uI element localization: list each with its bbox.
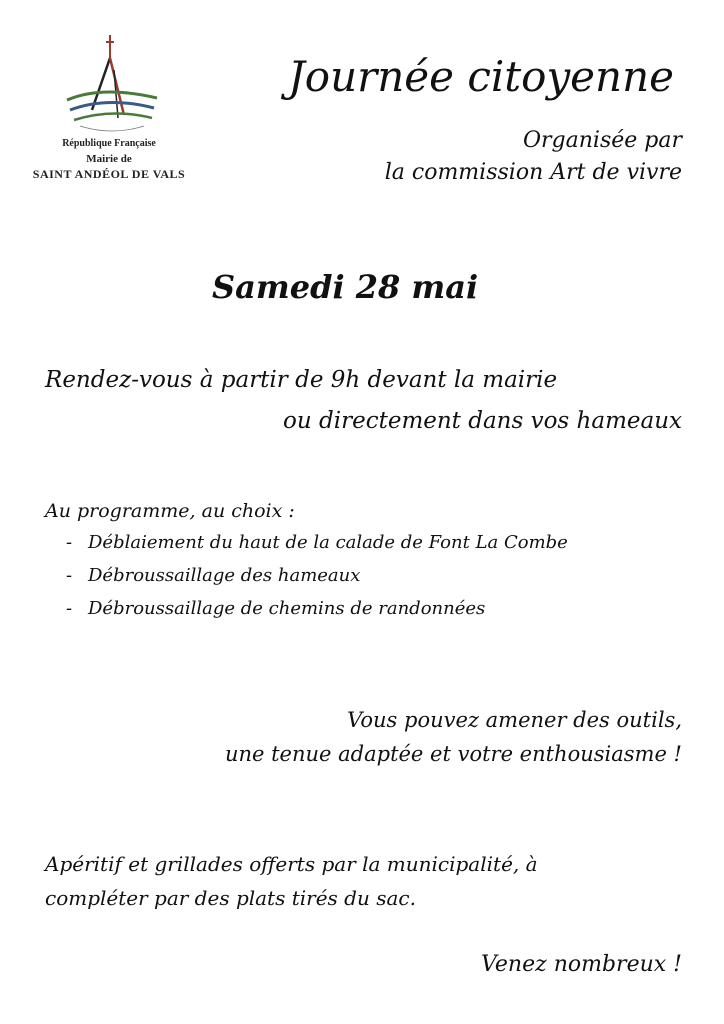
municipality-logo xyxy=(20,30,198,180)
programme-item-1: Déblaiement du haut de la calade de Font La Combe xyxy=(88,532,568,553)
list-item: - Débroussaillage des hameaux xyxy=(66,565,361,586)
tools-line-1: Vous pouvez amener des outils, xyxy=(347,708,682,732)
bell-tower-emblem-icon xyxy=(62,30,162,140)
commission-text: la commission Art de vivre xyxy=(384,160,682,185)
programme-item-3: Débroussaillage de chemins de randonnées xyxy=(88,598,486,619)
meeting-line-2: ou directement dans vos hameaux xyxy=(283,408,682,434)
list-item: - Déblaiement du haut de la calade de Font La Combe xyxy=(66,532,568,553)
logo-commune-text: SAINT ANDÉOL DE VALS xyxy=(32,167,186,181)
programme-title: Au programme, au choix : xyxy=(45,500,295,522)
meeting-line-1: Rendez-vous à partir de 9h devant la mairie xyxy=(45,367,558,393)
aperitif-line-1: Apéritif et grillades offerts par la municipalité, à xyxy=(45,852,538,876)
logo-republique-text: République Française xyxy=(62,138,156,149)
page-title: Journée citoyenne xyxy=(287,52,674,101)
logo-mairie-text: Mairie de xyxy=(86,153,132,165)
tools-line-2: une tenue adaptée et votre enthousiasme ! xyxy=(224,742,682,766)
closing-text: Venez nombreux ! xyxy=(481,952,682,977)
programme-item-2: Débroussaillage des hameaux xyxy=(88,565,361,586)
organised-by-text: Organisée par xyxy=(523,128,682,153)
event-date: Samedi 28 mai xyxy=(212,268,479,306)
programme-list xyxy=(66,532,568,631)
aperitif-line-2: compléter par des plats tirés du sac. xyxy=(45,886,416,910)
list-item: - Débroussaillage de chemins de randonnées xyxy=(66,598,486,619)
